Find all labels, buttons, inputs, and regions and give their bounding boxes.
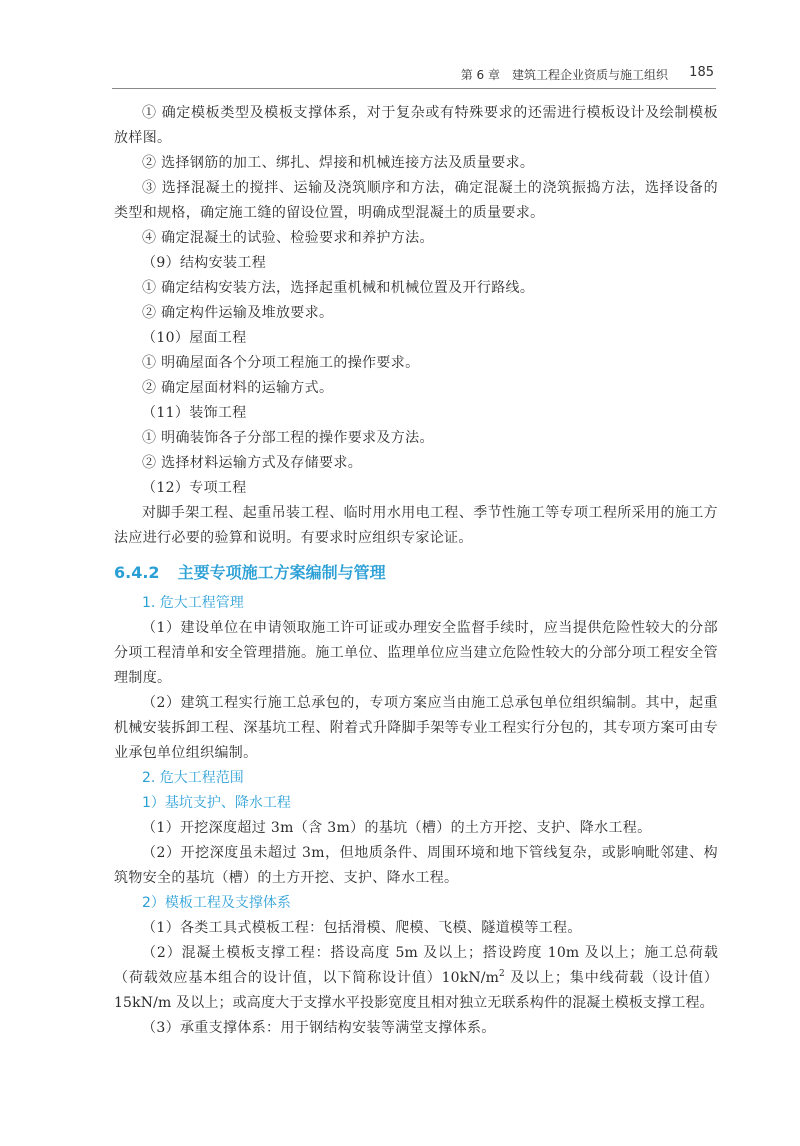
item-heading: （10）屋面工程 bbox=[142, 330, 247, 346]
subheading: 2. 危大工程范围 bbox=[142, 770, 244, 786]
section-number: 6.4.2 bbox=[114, 563, 160, 582]
paragraph: （1）开挖深度超过 3m（含 3m）的基坑（槽）的土方开挖、支护、降水工程。 bbox=[142, 820, 652, 836]
page-body bbox=[114, 101, 718, 1041]
paragraph-text: 及以上；集中线荷载（设计值）15kN/m 及以上；或高度大于支撑水平投影宽度且相对独立无联系构件的混凝土模板支撑工程。 bbox=[114, 970, 718, 1011]
paragraph: （1）建设单位在申请领取施工许可证或办理安全监督手续时，应当提供危险性较大的分部分项工程清单和安全管理措施。施工单位、监理单位应当建立危险性较大的分部分项工程安全管理制度。 bbox=[114, 620, 718, 686]
running-head bbox=[112, 62, 716, 89]
paragraph: （2）建筑工程实行施工总承包的，专项方案应当由施工总承包单位组织编制。其中，起重机械安装拆卸工程、深基坑工程、附着式升降脚手架等专业工程实行分包的，其专项方案可由专业承包单位组织编制。 bbox=[114, 695, 718, 761]
paragraph: ② 确定构件运输及堆放要求。 bbox=[142, 305, 334, 321]
item-heading: （9）结构安装工程 bbox=[142, 255, 267, 271]
paragraph: ① 明确屋面各个分项工程施工的操作要求。 bbox=[142, 355, 420, 371]
paragraph: ① 确定模板类型及模板支撑体系，对于复杂或有特殊要求的还需进行模板设计及绘制模板放样图。 bbox=[114, 105, 718, 146]
paragraph bbox=[114, 941, 718, 1016]
paragraph: 对脚手架工程、起重吊装工程、临时用水用电工程、季节性施工等专项工程所采用的施工方法应进行必要的验算和说明。有要求时应组织专家论证。 bbox=[114, 505, 718, 546]
item-heading: （12）专项工程 bbox=[142, 480, 247, 496]
chapter-title: 第 6 章 建筑工程企业资质与施工组织 bbox=[460, 68, 668, 82]
paragraph: ③ 选择混凝土的搅拌、运输及浇筑顺序和方法，确定混凝土的浇筑振捣方法，选择设备的类型和规格，确定施工缝的留设位置，明确成型混凝土的质量要求。 bbox=[114, 180, 718, 221]
subheading: 1）基坑支护、降水工程 bbox=[142, 795, 291, 811]
paragraph: （3）承重支撑体系：用于钢结构安装等满堂支撑体系。 bbox=[142, 1020, 496, 1036]
paragraph: ④ 确定混凝土的试验、检验要求和养护方法。 bbox=[142, 230, 434, 246]
subheading: 1. 危大工程管理 bbox=[142, 595, 244, 611]
paragraph: ① 确定结构安装方法，选择起重机械和机械位置及开行路线。 bbox=[142, 280, 535, 296]
item-heading: （11）装饰工程 bbox=[142, 405, 247, 421]
page-number: 185 bbox=[689, 65, 714, 80]
paragraph: ② 选择材料运输方式及存储要求。 bbox=[142, 455, 363, 471]
paragraph: ② 确定屋面材料的运输方式。 bbox=[142, 380, 334, 396]
superscript: 2 bbox=[499, 969, 505, 979]
section-heading bbox=[114, 561, 718, 585]
paragraph: ① 明确装饰各子分部工程的操作要求及方法。 bbox=[142, 430, 434, 446]
subheading: 2）模板工程及支撑体系 bbox=[142, 895, 291, 911]
paragraph: （2）开挖深度虽未超过 3m，但地质条件、周围环境和地下管线复杂，或影响毗邻建、构筑物安全的基坑（槽）的土方开挖、支护、降水工程。 bbox=[114, 845, 718, 886]
paragraph-text: （2）混凝土模板支撑工程：搭设高度 5m 及以上；搭设跨度 10m 及以上；施工总荷载（荷载效应基本组合的设计值，以下简称设计值）10kN/m bbox=[114, 945, 718, 986]
paragraph: （1）各类工具式模板工程：包括滑模、爬模、飞模、隧道模等工程。 bbox=[142, 920, 582, 936]
paragraph: ② 选择钢筋的加工、绑扎、焊接和机械连接方法及质量要求。 bbox=[142, 155, 535, 171]
section-title: 主要专项施工方案编制与管理 bbox=[177, 563, 386, 582]
